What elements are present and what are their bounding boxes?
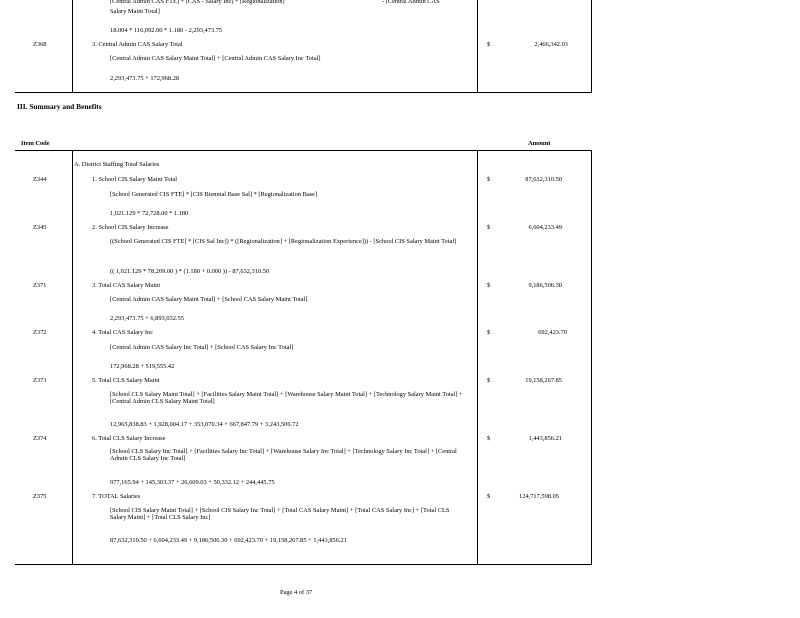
- item-amount: 2,466,342.03: [534, 41, 568, 48]
- dollar-sign: $: [487, 41, 491, 48]
- item-title: 4. Total CAS Salary Inc: [92, 329, 154, 336]
- dollar-sign: $: [487, 224, 491, 231]
- item-code: Z372: [33, 329, 47, 336]
- item-amount: 6,604,233.49: [528, 224, 562, 231]
- top-left-border: [72, 0, 73, 93]
- table-top-rule: [15, 150, 592, 151]
- section-title: III. Summary and Benefits: [17, 102, 102, 111]
- item-title: 5. Total CLS Salary Maint: [92, 377, 160, 384]
- item-formula-values: 1,021.129 * 72,728.00 * 1.180: [110, 210, 189, 217]
- table-bottom-rule: [15, 564, 592, 565]
- dollar-sign: $: [487, 435, 491, 442]
- table-left-border: [72, 150, 73, 565]
- item-formula-values: 2,293,473.75 + 172,968.28: [110, 75, 180, 82]
- item-code: Z374: [33, 435, 47, 442]
- item-formula: [School CLS Salary Maint Total] + [Facilities Salary Maint Total] + [Warehouse Salary Maint Total] + [Technology Salary Maint Total] + [Central Admin CLS Salary Maint Total]: [110, 391, 463, 406]
- item-formula-values: 2,293,473.75 + 6,893,032.55: [110, 315, 184, 322]
- item-formula-values: 977,165.94 + 145,303.37 + 26,609.03 + 50,332.12 + 244,445.75: [110, 479, 275, 486]
- dollar-sign: $: [487, 493, 491, 500]
- item-formula-values: (( 1,021.129 * 78,209.00 ) * (1.180 + 0.000 )) - 87,632,310.50: [110, 268, 270, 275]
- item-code: Z371: [33, 282, 47, 289]
- dollar-sign: $: [487, 377, 491, 384]
- item-title: 1. School CIS Salary Maint Total: [92, 176, 177, 183]
- item-amount: 1,443,856.21: [528, 435, 562, 442]
- page-number: Page 4 of 37: [280, 589, 313, 596]
- item-formula: [Central Admin CAS Salary Inc Total] + [School CAS Salary Inc Total]: [110, 344, 294, 351]
- item-code: Z373: [33, 377, 47, 384]
- item-formula-values: 172,968.28 + 519,555.42: [110, 363, 175, 370]
- item-code: Z368: [33, 41, 47, 48]
- item-title: 6. Total CLS Salary Increase: [92, 435, 166, 442]
- top-formula-values: 18.004 * 116,092.00 * 1.180 - 2,293,473.75: [110, 27, 223, 34]
- top-formula-fragment: [Central Admin CAS FTE] * [CAS - Salary Inc] * [Regionalization]: [110, 0, 285, 5]
- table-mid-border: [477, 150, 478, 565]
- item-formula: [Central Admin CAS Salary Maint Total] + [School CAS Salary Maint Total]: [110, 296, 308, 303]
- item-amount: 9,186,506.30: [528, 282, 562, 289]
- top-right-border: [591, 0, 592, 93]
- item-amount: 124,717,598.05: [519, 493, 559, 500]
- top-bottom-rule: [15, 92, 592, 93]
- item-amount: 87,632,310.50: [525, 176, 562, 183]
- item-code: Z375: [33, 493, 47, 500]
- dollar-sign: $: [487, 282, 491, 289]
- item-title: 2. School CIS Salary Increase: [92, 224, 169, 231]
- item-amount: 19,158,267.85: [525, 377, 562, 384]
- dollar-sign: $: [487, 176, 491, 183]
- item-formula-values: 87,632,310.50 + 6,604,233.49 + 9,186,506.30 + 692,423.70 + 19,158,267.85 + 1,443,856.21: [110, 537, 347, 544]
- item-formula: [Central Admin CAS Salary Maint Total] + [Central Admin CAS Salary Inc Total]: [110, 55, 321, 62]
- item-formula: [School CLS Salary Inc Total] + [Facilities Salary Inc Total] + [Warehouse Salary Inc Total] + [Technology Salary Inc Total] + [Central Admin CLS Salary Inc Total]: [110, 448, 457, 463]
- item-code: Z344: [33, 176, 47, 183]
- item-title: 7. TOTAL Salaries: [92, 493, 141, 500]
- top-formula-fragment-b: - [Central Admin CAS: [382, 0, 440, 5]
- column-header-item-code: Item Code: [21, 140, 50, 147]
- column-header-amount: Amount: [528, 140, 551, 147]
- top-mid-border: [477, 0, 478, 93]
- item-formula: ((School Generated CIS FTE] * [CIS Sal Inc]) * ([Regionalization] + [Regionalization Experience])) - [School CIS Salary Maint Total]: [110, 238, 457, 245]
- item-amount: 692,423.70: [538, 329, 567, 336]
- item-title: 3. Central Admin CAS Salary Total: [92, 41, 183, 48]
- item-formula: [School Generated CIS FTE] * [CIS Biennial Base Sal] * [Regionalization Base]: [110, 191, 318, 198]
- item-title: 3. Total CAS Salary Maint: [92, 282, 161, 289]
- group-heading: A. District Staffing Total Salaries: [74, 161, 160, 168]
- item-code: Z345: [33, 224, 47, 231]
- top-formula-fragment-2: Salary Maint Total]: [110, 8, 160, 15]
- table-right-border: [591, 150, 592, 565]
- item-formula: [School CIS Salary Maint Total] + [School CIS Salary Inc Total] + [Total CAS Salary Maint] + [Total CAS Salary Inc] + [Total CLS Salary Maint] + [Total CLS Salary Inc]: [110, 507, 450, 522]
- dollar-sign: $: [487, 329, 491, 336]
- item-formula-values: 12,965,838.83 + 1,928,004.17 + 353,070.34 + 667,847.79 + 3,243,506.72: [110, 421, 299, 428]
